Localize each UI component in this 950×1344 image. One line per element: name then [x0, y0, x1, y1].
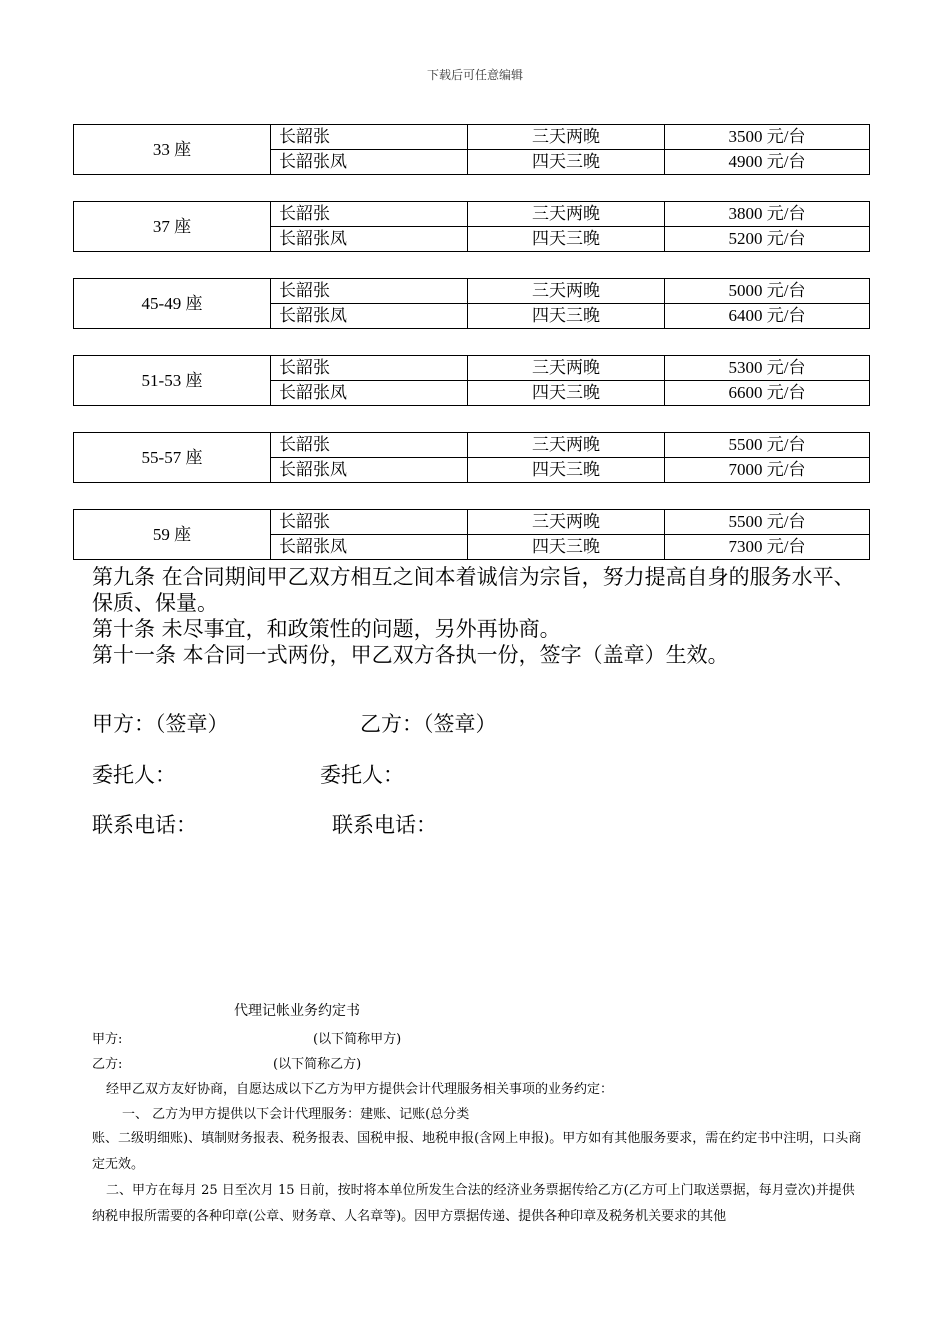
price-cell: 5200 元/台 — [665, 227, 870, 252]
duration-cell: 四天三晚 — [468, 458, 665, 483]
clause-10: 第十条 未尽事宜，和政策性的问题，另外再协商。 — [92, 617, 561, 641]
page-header-note: 下载后可任意编辑 — [426, 68, 523, 82]
agreement-party-a-label: 甲方: — [92, 1032, 123, 1047]
route-cell: 长韶张凤 — [271, 227, 468, 252]
route-cell: 长韶张 — [271, 356, 468, 381]
price-cell: 5500 元/台 — [665, 510, 870, 535]
route-cell: 长韶张凤 — [271, 150, 468, 175]
route-cell: 长韶张凤 — [271, 535, 468, 560]
agreement-item-2-text: 二、甲方在每月 25 日至次月 15 日前，按时将本单位所发生合法的经济业务票据传给乙方(乙方可上门取送票据，每月壹次)并提供纳税申报所需要的各种印章(公章、财务章、人名章等)。因甲方票据传递、提供各种印章及税务机关要求的其他 — [92, 1183, 855, 1224]
seat-capacity-cell: 51-53 座 — [74, 356, 271, 406]
table-row — [74, 279, 870, 304]
duration-cell: 四天三晚 — [468, 535, 665, 560]
duration-cell: 四天三晚 — [468, 304, 665, 329]
agreement-party-b-label: 乙方: — [92, 1057, 123, 1072]
table-row — [74, 202, 870, 227]
price-table — [73, 124, 870, 175]
party-a-phone: 联系电话： — [92, 813, 197, 837]
clause-9: 第九条 在合同期间甲乙双方相互之间本着诚信为宗旨，努力提高自身的服务水平、保质、保量。 — [92, 565, 855, 615]
price-cell: 5000 元/台 — [665, 279, 870, 304]
table-row — [74, 125, 870, 150]
price-cell: 6600 元/台 — [665, 381, 870, 406]
duration-cell: 三天两晚 — [468, 202, 665, 227]
price-cell: 7300 元/台 — [665, 535, 870, 560]
duration-cell: 四天三晚 — [468, 150, 665, 175]
price-table — [73, 509, 870, 560]
duration-cell: 三天两晚 — [468, 125, 665, 150]
contract-clauses — [92, 564, 872, 668]
price-cell: 6400 元/台 — [665, 304, 870, 329]
price-cell: 7000 元/台 — [665, 458, 870, 483]
duration-cell: 三天两晚 — [468, 279, 665, 304]
price-cell: 5300 元/台 — [665, 356, 870, 381]
price-table — [73, 278, 870, 329]
seat-capacity-cell: 55-57 座 — [74, 433, 271, 483]
price-cell: 3500 元/台 — [665, 125, 870, 150]
route-cell: 长韶张 — [271, 510, 468, 535]
agreement-party-a-note: (以下简称甲方) — [313, 1032, 402, 1047]
agreement-item-1-head: 一、 乙方为甲方提供以下会计代理服务：建账、记账(总分类 — [122, 1107, 470, 1122]
table-row — [74, 510, 870, 535]
party-b-signature: 乙方：（签章） — [360, 712, 497, 736]
route-cell: 长韶张凤 — [271, 458, 468, 483]
seat-capacity-cell: 59 座 — [74, 510, 271, 560]
clause-11: 第十一条 本合同一式两份，甲乙双方各执一份，签字（盖章）生效。 — [92, 643, 729, 667]
route-cell: 长韶张凤 — [271, 381, 468, 406]
duration-cell: 三天两晚 — [468, 433, 665, 458]
duration-cell: 四天三晚 — [468, 227, 665, 252]
price-cell: 3800 元/台 — [665, 202, 870, 227]
duration-cell: 三天两晚 — [468, 510, 665, 535]
agreement-item-1-body — [92, 1126, 862, 1178]
price-cell: 5500 元/台 — [665, 433, 870, 458]
duration-cell: 四天三晚 — [468, 381, 665, 406]
table-row — [74, 356, 870, 381]
price-table — [73, 355, 870, 406]
agreement-title: 代理记帐业务约定书 — [234, 1003, 360, 1019]
seat-capacity-cell: 37 座 — [74, 202, 271, 252]
agreement-item-1-body-text: 账、二级明细账)、填制财务报表、税务报表、国税申报、地税申报(含网上申报)。甲方如有其他服务要求，需在约定书中注明，口头商定无效。 — [92, 1131, 862, 1172]
price-table — [73, 201, 870, 252]
route-cell: 长韶张 — [271, 279, 468, 304]
route-cell: 长韶张 — [271, 202, 468, 227]
duration-cell: 三天两晚 — [468, 356, 665, 381]
party-b-agent: 委托人： — [320, 763, 404, 787]
seat-capacity-cell: 45-49 座 — [74, 279, 271, 329]
agreement-item-2 — [92, 1178, 862, 1230]
seat-capacity-cell: 33 座 — [74, 125, 271, 175]
price-table — [73, 432, 870, 483]
party-a-signature: 甲方：（签章） — [92, 712, 229, 736]
agreement-intro: 经甲乙双方友好协商，自愿达成以下乙方为甲方提供会计代理服务相关事项的业务约定： — [106, 1082, 614, 1097]
agreement-party-b-note: (以下简称乙方) — [273, 1057, 362, 1072]
price-cell: 4900 元/台 — [665, 150, 870, 175]
route-cell: 长韶张 — [271, 125, 468, 150]
table-row — [74, 433, 870, 458]
route-cell: 长韶张凤 — [271, 304, 468, 329]
party-b-phone: 联系电话： — [332, 813, 437, 837]
party-a-agent: 委托人： — [92, 763, 176, 787]
route-cell: 长韶张 — [271, 433, 468, 458]
